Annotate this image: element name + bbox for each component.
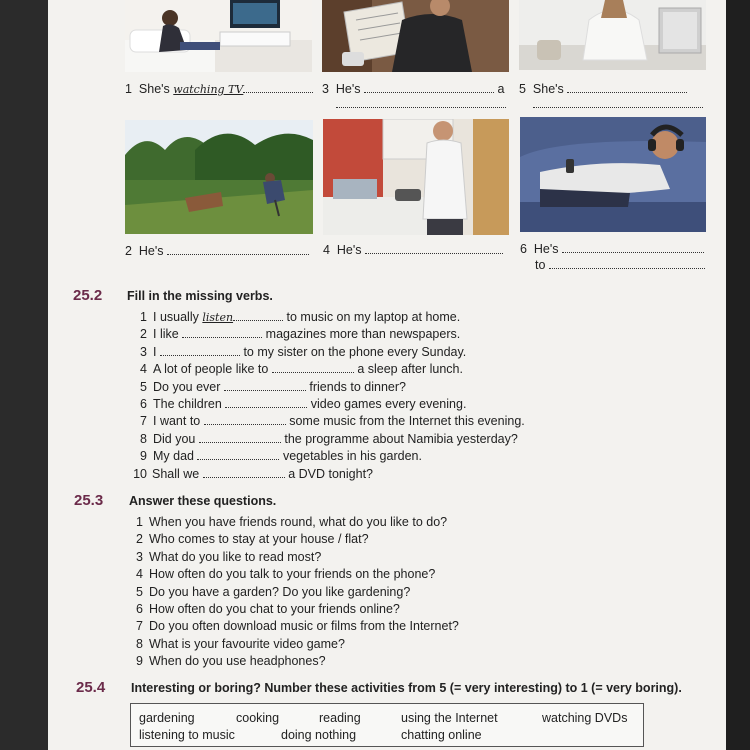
fill-item-blank[interactable] (204, 414, 286, 425)
question-4 (129, 567, 435, 581)
caption-2 (125, 244, 309, 258)
section-25-3-title: Answer these questions. (129, 494, 277, 508)
photo-watching-tv-image (125, 0, 312, 72)
fill-item-start: Shall we (152, 466, 200, 481)
fill-item-end: magazines more than newspapers. (265, 327, 461, 342)
fill-item-end: some music from the Internet this evening. (289, 414, 525, 429)
question-6 (129, 602, 400, 616)
fill-item-end: friends to dinner? (309, 379, 406, 394)
caption-2-number: 2 (125, 244, 132, 258)
fill-item-10 (129, 467, 373, 481)
fill-item-number: 6 (140, 397, 147, 411)
caption-3 (322, 82, 504, 96)
question-number: 7 (136, 619, 143, 634)
activity-watching-dvds: watching DVDs (542, 711, 628, 725)
fill-item-number: 10 (133, 466, 147, 481)
fill-item-end: a DVD tonight? (288, 466, 373, 481)
question-9 (129, 654, 326, 668)
caption-4-blank[interactable] (365, 243, 503, 254)
fill-item-start: I (153, 344, 157, 359)
caption-1-answer: watching TV (173, 83, 244, 96)
caption-1 (125, 82, 313, 96)
fill-item-number: 1 (140, 310, 147, 324)
fill-item-answer: listen (202, 311, 234, 324)
caption-6-text: He's (533, 242, 559, 256)
question-number: 5 (136, 584, 143, 599)
fill-item-number: 2 (140, 327, 147, 342)
photo-cooking-image (323, 119, 509, 235)
question-text: What do you like to read most? (149, 549, 322, 564)
fill-item-5 (133, 380, 406, 394)
fill-item-blank[interactable] (197, 449, 279, 460)
caption-5-blank[interactable] (567, 82, 687, 93)
photo-gardening (125, 120, 313, 234)
photo-headphones-image (520, 117, 706, 232)
question-text: How often do you talk to your friends on the phone? (149, 567, 436, 582)
fill-item-blank[interactable] (160, 345, 240, 356)
fill-item-end: vegetables in his garden. (282, 449, 422, 464)
section-25-3-number: 25.3 (74, 492, 104, 509)
caption-6-blank-2[interactable] (549, 258, 705, 269)
caption-3-number: 3 (322, 82, 329, 96)
fill-item-6 (133, 397, 466, 411)
fill-item-blank[interactable] (199, 432, 281, 443)
question-text: When you have friends round, what do you like to do? (149, 515, 448, 529)
question-1 (129, 515, 447, 529)
fill-item-number: 9 (140, 449, 147, 464)
fill-item-end: video games every evening. (310, 397, 467, 411)
question-text: Do you have a garden? Do you like gardening? (149, 584, 411, 599)
caption-3-text: He's (335, 82, 361, 96)
fill-item-4 (133, 362, 463, 376)
caption-3-suffix: a (497, 82, 505, 96)
caption-4-number: 4 (323, 243, 330, 257)
activity-gardening: gardening (139, 711, 195, 725)
caption-2-blank[interactable] (167, 244, 309, 255)
caption-1-text: She's (138, 82, 170, 96)
fill-item-number: 4 (140, 362, 147, 377)
background-edge (726, 0, 750, 750)
fill-item-7 (133, 414, 525, 428)
caption-1-number: 1 (125, 82, 132, 96)
question-number: 9 (136, 654, 143, 669)
photo-headphones (520, 117, 706, 232)
question-number: 8 (136, 636, 143, 651)
question-2 (129, 532, 369, 546)
caption-5-number: 5 (519, 82, 526, 96)
section-25-2-title: Fill in the missing verbs. (127, 289, 273, 303)
question-number: 2 (136, 532, 143, 547)
caption-5-line2[interactable] (533, 97, 703, 108)
question-7 (129, 619, 459, 633)
fill-item-blank[interactable] (272, 362, 354, 373)
caption-6-number: 6 (520, 242, 527, 256)
caption-6-to: to (535, 258, 546, 272)
caption-4-text: He's (336, 243, 362, 257)
section-25-4-number: 25.4 (76, 679, 106, 696)
question-text: How often do you chat to your friends online? (149, 602, 400, 616)
caption-5-text: She's (532, 82, 564, 96)
fill-item-number: 8 (140, 431, 147, 446)
fill-item-start: The children (153, 397, 222, 411)
fill-item-end: the programme about Namibia yesterday? (284, 431, 518, 446)
section-25-2-number: 25.2 (73, 287, 103, 304)
fill-item-number: 3 (140, 344, 147, 359)
fill-item-blank[interactable] (203, 467, 285, 478)
fill-item-end: to my sister on the phone every Sunday. (243, 344, 467, 359)
photo-gardening-image (125, 120, 313, 234)
fill-item-start: A lot of people like to (153, 362, 269, 377)
activity-doing-nothing: doing nothing (281, 728, 357, 742)
photo-cooking (323, 119, 509, 235)
fill-item-start: I usually (153, 310, 199, 324)
question-number: 1 (136, 515, 143, 529)
caption-3-line2[interactable] (336, 97, 506, 108)
fill-item-end: to music on my laptop at home. (286, 310, 461, 324)
question-text: When do you use headphones? (149, 654, 326, 669)
question-number: 6 (136, 602, 143, 616)
activity-cooking: cooking (236, 711, 280, 725)
question-number: 4 (136, 567, 143, 582)
caption-2-text: He's (138, 244, 164, 258)
fill-item-1 (133, 310, 460, 324)
fill-item-blank[interactable] (224, 380, 306, 391)
fill-item-start: I want to (153, 414, 201, 429)
fill-item-3 (133, 345, 466, 359)
workbook-page (48, 0, 726, 750)
fill-item-start: My dad (153, 449, 194, 464)
photo-using-laptop (519, 0, 706, 70)
activities-box (130, 703, 644, 747)
fill-item-start: Do you ever (153, 379, 221, 394)
activity-reading: reading (319, 711, 361, 725)
section-25-4-title: Interesting or boring? Number these activities from 5 (= very interesting) to 1 (= very boring). (131, 681, 682, 695)
activity-listening-music: listening to music (139, 728, 235, 742)
fill-item-start: Did you (153, 431, 196, 446)
question-5 (129, 585, 410, 599)
fill-item-blank[interactable] (182, 327, 262, 338)
photo-watching-tv (125, 0, 312, 72)
fill-item-blank[interactable] (225, 397, 307, 408)
fill-item-2 (133, 327, 460, 341)
caption-1-blank[interactable] (243, 82, 313, 93)
fill-item-9 (133, 449, 422, 463)
caption-3-blank[interactable] (364, 82, 494, 93)
question-text: Do you often download music or films from the Internet? (149, 619, 459, 634)
question-3 (129, 550, 321, 564)
fill-item-number: 5 (140, 379, 147, 394)
caption-6 (520, 242, 704, 256)
caption-5 (519, 82, 687, 96)
caption-4 (323, 243, 503, 257)
question-text: What is your favourite video game? (149, 636, 345, 651)
photo-reading-newspaper (322, 0, 509, 72)
photo-using-laptop-image (519, 0, 706, 70)
fill-item-start: I like (153, 327, 179, 342)
fill-item-number: 7 (140, 414, 147, 429)
fill-item-8 (133, 432, 518, 446)
caption-6-blank[interactable] (562, 242, 704, 253)
photo-reading-newspaper-image (322, 0, 509, 72)
fill-item-end: a sleep after lunch. (357, 362, 463, 377)
activity-using-internet: using the Internet (401, 711, 498, 725)
caption-6-line2 (535, 258, 705, 272)
activity-chatting-online: chatting online (401, 728, 482, 742)
question-8 (129, 637, 345, 651)
question-number: 3 (136, 549, 143, 564)
question-text: Who comes to stay at your house / flat? (149, 532, 369, 547)
fill-item-blank[interactable] (233, 310, 283, 321)
